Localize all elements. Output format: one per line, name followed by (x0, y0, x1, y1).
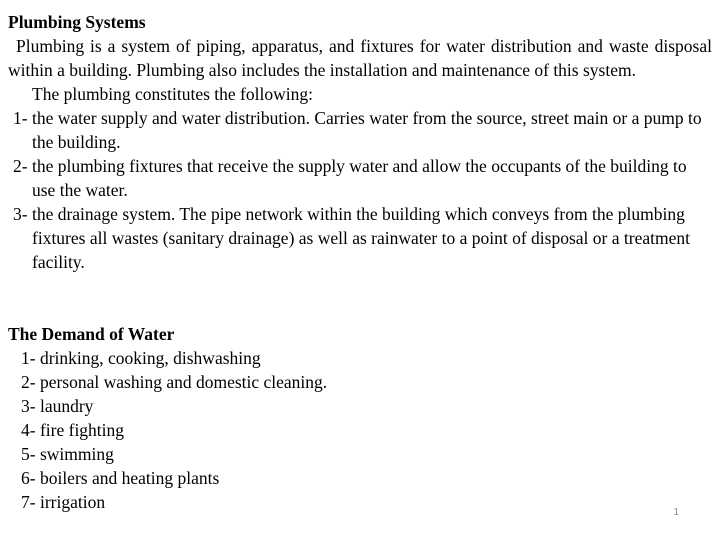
section-heading: Plumbing Systems (8, 12, 146, 32)
list-item: 2- the plumbing fixtures that receive the supply water and allow the occupants of the building to use the water. (13, 156, 687, 200)
list-item: 1- drinking, cooking, dishwashing (21, 348, 261, 368)
list-item: 7- irrigation (21, 492, 106, 512)
list-item: 2- personal washing and domestic cleaning. (21, 372, 328, 392)
list-item: 3- the drainage system. The pipe network within the building which conveys from the plumbing fixtures all wastes (sanitary drainage) as well as rainwater to a point of disposal or a treatment facility. (13, 204, 690, 272)
list-intro: The plumbing constitutes the following: (32, 84, 313, 104)
list-item: 3- laundry (21, 396, 94, 416)
definition-paragraph: Plumbing is a system of piping, apparatus, and fixtures for water distribution and waste disposal within a building. Plumbing also includes the installation and maintenance of this system. (8, 36, 712, 80)
list-item: 5- swimming (21, 444, 114, 464)
plumbing-systems-section (8, 10, 712, 274)
list-item: 1- the water supply and water distribution. Carries water from the source, street main or a pump to the building. (13, 108, 702, 152)
water-demand-section (8, 322, 712, 514)
section-heading: The Demand of Water (8, 324, 175, 344)
list-item: 4- fire fighting (21, 420, 125, 440)
page-number: 1 (673, 507, 679, 518)
list-item: 6- boilers and heating plants (21, 468, 220, 488)
